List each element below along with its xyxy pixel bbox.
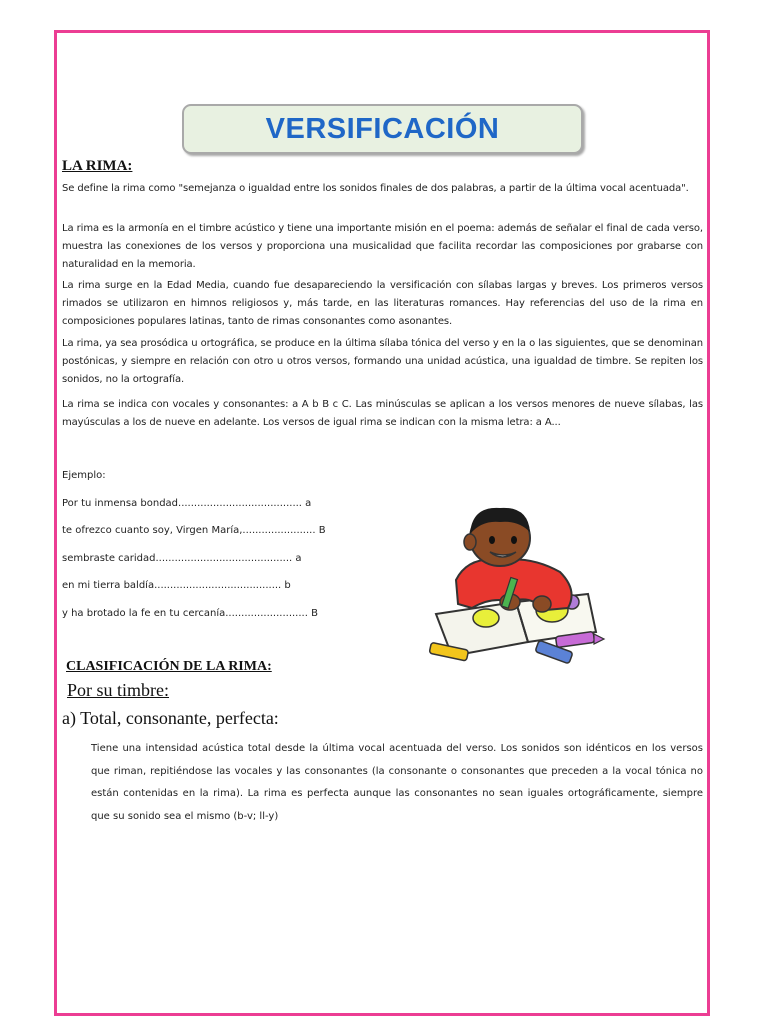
example-line-4: en mi tierra baldía........................................ b — [62, 580, 291, 591]
page-border — [54, 30, 710, 1016]
example-line-3: sembraste caridad........................................... a — [62, 553, 302, 564]
rima-paragraph-5: La rima se indica con vocales y consonantes: a A b B c C. Las minúsculas se aplican a los versos menores de nueve sílabas, las mayúsculas a los de nueve en adelante. Los versos de igual rima se indican con la misma letra: a A... — [62, 399, 703, 428]
rima-heading: LA RIMA: — [62, 158, 133, 174]
example-line-1: Por tu inmensa bondad....................................... a — [62, 498, 312, 509]
title-banner — [182, 104, 583, 154]
rima-paragraph-2: La rima es la armonía en el timbre acústico y tiene una importante misión en el poema: además de señalar el final de cada verso, muestra las conexiones de los versos y proporciona una musicalidad que facilita recordar las composiciones por grabarse con naturalidad en la memoria. — [62, 223, 703, 270]
item-a-paragraph: Tiene una intensidad acústica total desde la última vocal acentuada del verso. Los sonidos son idénticos en los versos que riman, repitiéndose las vocales y las consonantes (la consonante o consonantes que preceden a la vocal tónica no están contenidas en la rima). La rima es perfecta aunque las consonantes no sean iguales ortográficamente, siempre que su sonido sea el mismo (b-v; ll-y) — [91, 743, 703, 822]
example-line-5: y ha brotado la fe en tu cercanía.......................... B — [62, 608, 318, 619]
rima-paragraph-4: La rima, ya sea prosódica u ortográfica, se produce en la última sílaba tónica del verso y en la o las siguientes, que se denominan postónicas, y siempre en relación con otro u otros versos, formando una unidad acústica, una igualdad de timbre. Se repiten los sonidos, no la ortografía. — [62, 338, 703, 385]
clasificacion-heading: CLASIFICACIÓN DE LA RIMA: — [66, 659, 272, 674]
rima-paragraph-1: Se define la rima como "semejanza o igualdad entre los sonidos finales de dos palabras, a partir de la última vocal acentuada". — [62, 183, 689, 194]
example-line-2: te ofrezco cuanto soy, Virgen María,....................... B — [62, 525, 326, 536]
timbre-subheading: Por su timbre: — [67, 680, 169, 700]
page-title: VERSIFICACIÓN — [265, 112, 500, 145]
rima-paragraph-3: La rima surge en la Edad Media, cuando fue desapareciendo la versificación con sílabas largas y breves. Los primeros versos rimados se utilizaron en himnos religiosos y, más tarde, en las literaturas romances. Hay referencias del uso de la rima en composiciones populares latinas, tanto de rimas consonantes como asonantes. — [62, 280, 703, 327]
example-label: Ejemplo: — [62, 470, 106, 481]
boy-drawing-illustration — [428, 498, 608, 674]
item-a-heading: a) Total, consonante, perfecta: — [62, 708, 279, 728]
